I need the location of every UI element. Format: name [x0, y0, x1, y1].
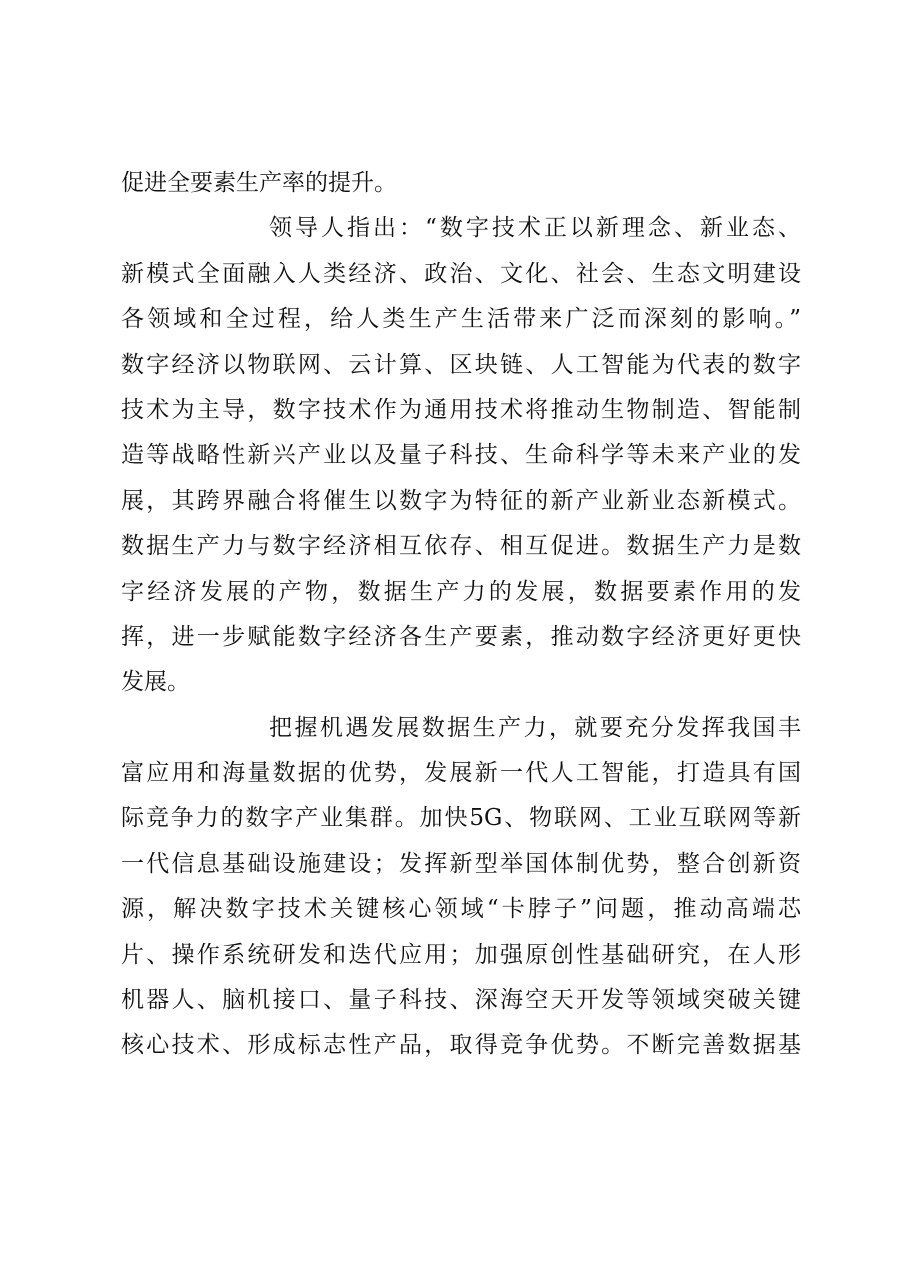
text-line: 把握机遇发展数据生产力，就要充分发挥我国丰 — [269, 714, 801, 741]
text-line: 富应用和海量数据的优势，发展新一代人工智能，打造具有国 — [121, 760, 801, 787]
text-line: 片、操作系统研发和迭代应用；加强原创性基础研究，在人形 — [121, 941, 801, 968]
text-line: 机器人、脑机接口、量子科技、深海空天开发等领域突破关键 — [121, 987, 801, 1014]
text-line: 各领域和全过程，给人类生产生活带来广泛而深刻的影响。” — [121, 306, 801, 333]
text-line: 造等战略性新兴产业以及量子科技、生命科学等未来产业的发 — [121, 442, 801, 469]
text-line: 数字经济以物联网、云计算、区块链、人工智能为代表的数字 — [121, 351, 801, 378]
text-line: 技术为主导，数字技术作为通用技术将推动生物制造、智能制 — [121, 396, 801, 423]
text-line: 一代信息基础设施建设；发挥新型举国体制优势，整合创新资 — [121, 850, 801, 877]
text-line: 挥，进一步赋能数字经济各生产要素，推动数字经济更好更快 — [121, 623, 801, 650]
text-line: 数据生产力与数字经济相互依存、相互促进。数据生产力是数 — [121, 533, 801, 560]
text-line: 促进全要素生产率的提升。 — [121, 170, 397, 196]
text-line: 新模式全面融入人类经济、政治、文化、社会、生态文明建设 — [121, 260, 801, 287]
text-line: 字经济发展的产物，数据生产力的发展，数据要素作用的发 — [121, 578, 801, 605]
text-line: 源，解决数字技术关键核心领域“卡脖子”问题，推动高端芯 — [121, 896, 801, 923]
text-line: 展，其跨界融合将催生以数字为特征的新产业新业态新模式。 — [121, 487, 801, 514]
text-line: 核心技术、形成标志性产品，取得竞争优势。不断完善数据基 — [121, 1032, 801, 1059]
document-body — [121, 161, 801, 1069]
text-line: 领导人指出：“数字技术正以新理念、新业态、 — [269, 215, 801, 242]
text-line: 发展。 — [121, 669, 190, 696]
text-line: 际竞争力的数字产业集群。加快5G、物联网、工业互联网等新 — [121, 805, 801, 832]
